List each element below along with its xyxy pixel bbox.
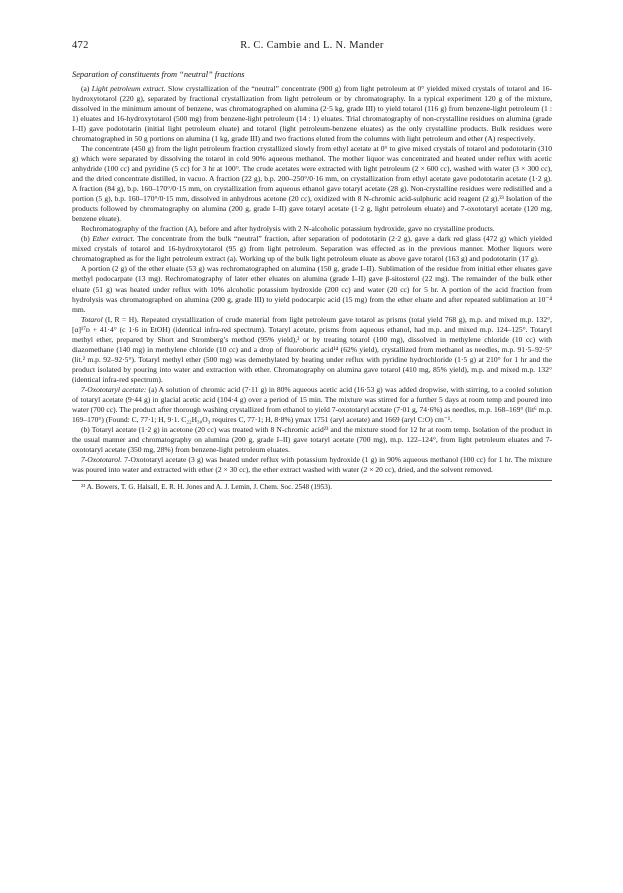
paragraph-heading: Ether extract.	[92, 234, 135, 244]
paragraph-ether-eluate-portion	[72, 264, 552, 314]
paragraph-rechromatography	[72, 224, 552, 234]
paragraph-7-oxototaryl-acetate-a	[72, 385, 552, 425]
paragraph-text: (I, R = H). Repeated crystallization of crude material from light petroleum gave totarol as prisms (total yield 768 g), m.p. and mixed m.p. 132°, [α]¹⁷ᴅ + 41·4° (c 1·6 in EtOH) (identical infra-red spectrum). Totaryl acetate, prisms from aqueous ethanol, had m.p. and mixed m.p. 124–125°. Totaryl methyl ether, prepared by Short and Stromberg’s method (95% yield),² or by treating totarol (100 mg), dissolved in methylene chloride (10 cc) with diazomethane (140 mg) in methylene chloride (10 cc) and a drop of fluoroboric acid¹⁴ (62% yield), crystallized from methanol as needles, m.p. 91·5–92·5° (lit.² m.p. 92–92·5°). Totaryl methyl ether (500 mg) was demethylated by heating under reflux with pyridine hydrochloride (1·5 g) at 210° for 1 hr and the product isolated by pouring into water and extraction with ether. Chromatography on alumina gave totarol (410 mg, 85% yield), m.p. and mixed m.p. 132° (identical infra-red spectrum).	[72, 314, 552, 384]
paragraph-text: Rechromatography of the fraction (A), before and after hydrolysis with 2 N-alcoholic potassium hydroxide, gave no crystalline products.	[81, 224, 495, 234]
paragraph-heading: 7-Oxototarol.	[81, 455, 123, 465]
section-title: Separation of constituents from “neutral” fractions	[72, 70, 245, 79]
paragraph-text: The concentrate (450 g) from the light petroleum fraction crystallized slowly from ethyl acetate at 0° to give mixed crystals of totarol and podototarin (310 g) which were separated by dissolving the totarol in cold 90% aqueous methanol. The mother liquor was concentrated and heated under reflux with acetic anhydride (100 cc) and pyridine (5 cc) for 3 hr at 100°. The crude acetates were extracted with light petroleum (2 × 600 cc), washed with water (3 × 300 cc), and the dried concentrate distilled, in vacuo. A fraction (22 g), b.p. 200–250°/0·16 mm, on crystallization from ethyl acetate gave podototarin acetate (1·2 g). A fraction (84 g), b.p. 160–170°/0·15 mm, on crystallization from aqueous ethanol gave totaryl acetate (28 g). Non-crystalline residues were redistilled and a portion (5 g), b.p. 160–170°/0·15 mm, dissolved in anhydrous acetone (20 cc), oxidized with 8 N-chromic acid-sulphuric acid reagent (2 g).²³ Isolation of the products followed by chromatography on alumina (200 g, grade I–II) gave totaryl acetate (1·2 g, light petroleum eluate) and 7-oxototaryl acetate (120 mg, benzene eluate).	[72, 143, 552, 224]
footnote-divider	[72, 480, 552, 481]
paragraph-heading: Light petroleum extract.	[91, 83, 166, 93]
page-number: 472	[72, 40, 89, 51]
paragraph-heading: Totarol	[81, 314, 103, 324]
paragraph-text: Slow crystallization of the “neutral” concentrate (900 g) from light petroleum at 0° yielded mixed crystals of totarol and 16-hydroxytotarol (220 g), separated by fractional crystallization from light petroleum or by chromatography. In a typical experiment 120 g of the mixture, dissolved in the minimum amount of benzene, was chromatographed on alumina (2·5 kg, grade III) to yield totarol (116 g) from benzene-light petroleum (1 : 1) eluates and 16-hydroxytotarol (500 mg) from benzene-light petroleum (14 : 1) eluates. Trial chromatography of non-crystalline residues on alumina (grade I–II) gave podototarin (initial light petroleum eluate) and totarol (light petroleum-benzene eluates) as the only crystalline products. Bulk residues were chromatographed in 50 g portions on alumina (1 kg, grade III) and two fractions eluted from the columns with light petroleum and ether (A) respectively.	[72, 83, 552, 143]
paragraph-7-oxototaryl-acetate-b	[72, 425, 552, 455]
running-head: R. C. Cambie and L. N. Mander	[240, 40, 384, 51]
paragraph-text: (b) Totaryl acetate (1·2 g) in acetone (20 cc) was treated with 8 N-chromic acid²³ and the mixture stood for 12 hr at room temp. Isolation of the product in the usual manner and chromatography on alumina (200 g, grade I–II) gave totaryl acetate (700 mg), m.p. 122–124°, from light petroleum eluates and 7-oxototaryl acetate (350 mg, 28%) from benzene-light petroleum eluates.	[72, 425, 552, 455]
paragraph-text: 7-Oxototaryl acetate (3 g) was heated under reflux with potassium hydroxide (1 g) in 90% aqueous methanol (100 cc) for 1 hr. The mixture was poured into water and extracted with ether (2 × 30 cc), the ether extract washed with water (2 × 20 cc), dried, and the solvent removed.	[72, 455, 552, 475]
paragraph-label: (b)	[81, 234, 93, 244]
page-header	[72, 40, 552, 56]
paragraph-heading: 7-Oxototaryl acetate:	[81, 385, 147, 394]
paragraph-7-oxototarol	[72, 455, 552, 475]
paragraph-concentrate	[72, 144, 552, 224]
paragraph-ether-extract	[72, 234, 552, 264]
paragraph-label: (a)	[81, 83, 92, 93]
paragraph-text: A portion (2 g) of the ether eluate (53 g) was rechromatographed on alumina (150 g, grade I–II). Sublimation of the residue from initial ether eluates gave methyl podocarpate (13 mg). Rechromatography of later ether eluates on alumina (grade I–II) gave β-sitosterol (22 mg). The remainder of the bulk ether eluate (51 g) was heated under reflux with 10% alcoholic potassium hydroxide (200 cc) and water (20 cc) for 5 hr. A portion of the acid fraction from hydrolysis was chromatographed on alumina (200 g, grade III) to yield podocarpic acid (15 mg) from the ether eluate and after repeated sublimation at 10⁻⁴ mm.	[72, 264, 552, 314]
paragraph-totarol	[72, 315, 552, 385]
footnote: ²³ A. Bowers, T. G. Halsall, E. R. H. Jones and A. J. Lemin, J. Chem. Soc. 2548 (1953).	[81, 483, 332, 492]
paper-page	[72, 40, 552, 880]
paragraph-light-petroleum-extract	[72, 84, 552, 144]
paragraph-text: (a) A solution of chromic acid (7·11 g) in 80% aqueous acetic acid (16·53 g) was added dropwise, with stirring, to a cooled solution of totaryl acetate (9·44 g) in glacial acetic acid (104·4 g) over a period of 15 min. The mixture was stirred for a further 5 days at room temp and poured into water (700 cc). The product after thorough washing crystallized from ethanol to yield 7-oxototaryl acetate (7·01 g, 74·6%) as needles, m.p. 168–169° (lit⁶ m.p. 169–170°) (Found: C, 77·1; H, 9·1. C₂₂H₃₀O₃ requires C, 77·1; H, 8·8%) γmax 1751 (aryl acetate) and 1669 (aryl C:O) cm⁻¹.	[72, 385, 552, 425]
paragraph-text: The concentrate from the bulk “neutral” fraction, after separation of podototarin (2·2 g), gave a dark red glass (472 g) which yielded mixed crystals of totarol and 16-hydroxytotarol (95 g) from light petroleum. Separation was effected as in the previous manner. Mother liquors were chromatographed as for the light petroleum extract (a). Working up of the bulk light petroleum eluate as above gave totarol (163 g) and podototarin (17 g).	[72, 234, 552, 264]
